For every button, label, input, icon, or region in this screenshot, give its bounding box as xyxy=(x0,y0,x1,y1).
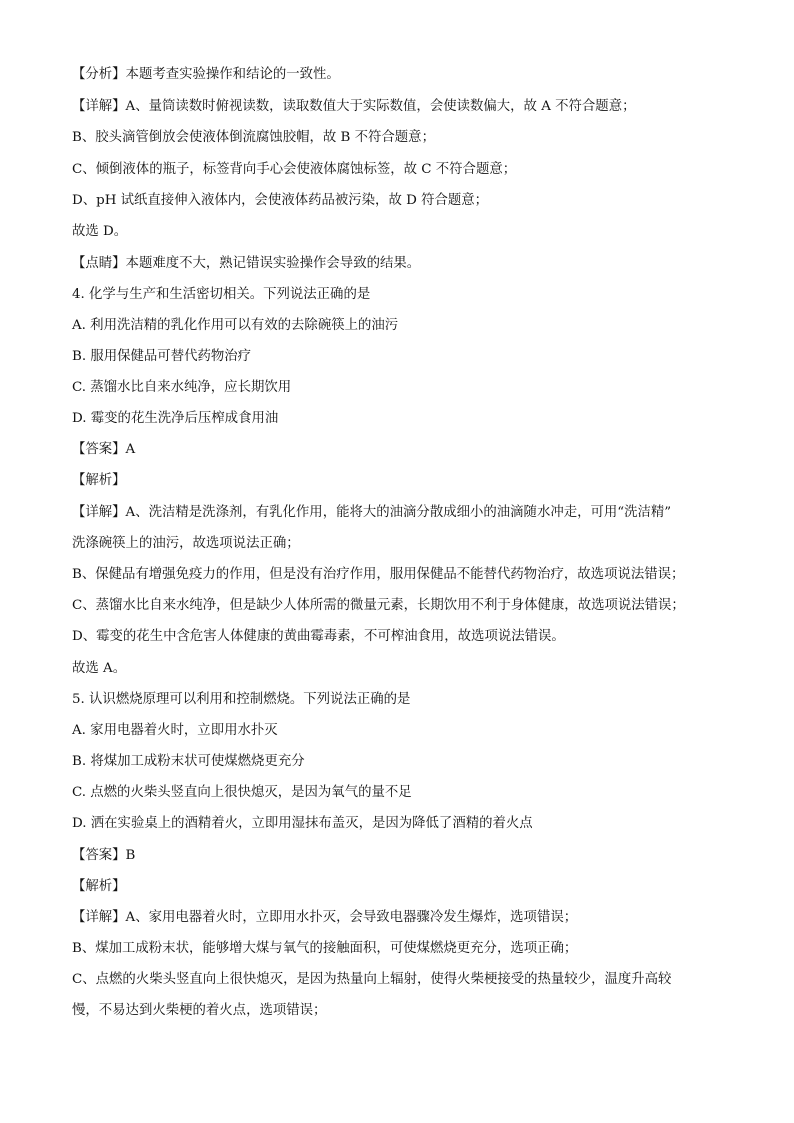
question-5-detail-c-2: 慢，不易达到火柴梗的着火点，选项错误； xyxy=(72,1003,327,1018)
question-4-option-d: D. 霉变的花生洗净后压榨成食用油 xyxy=(72,411,279,426)
detail-line-d: D、pH 试纸直接伸入液体内，会使液体药品被污染，故 D 符合题意； xyxy=(72,193,489,208)
detail-line-b: B、胶头滴管倒放会使液体倒流腐蚀胶帽，故 B 不符合题意； xyxy=(72,130,435,145)
question-4-option-b: B. 服用保健品可替代药物治疗 xyxy=(72,349,252,364)
analysis-line: 【分析】本题考查实验操作和结论的一致性。 xyxy=(72,67,340,82)
conclusion-line: 故选 D。 xyxy=(72,224,128,239)
question-4-conclusion: 故选 A。 xyxy=(72,661,127,676)
question-4-detail-d: D、霉变的花生中含危害人体健康的黄曲霉毒素，不可榨油食用，故选项说法错误。 xyxy=(72,629,565,644)
question-4-option-a: A. 利用洗洁精的乳化作用可以有效的去除碗筷上的油污 xyxy=(72,318,399,333)
detail-line-c: C、倾倒液体的瓶子，标签背向手心会使液体腐蚀标签，故 C 不符合题意； xyxy=(72,162,517,177)
question-5-stem: 5. 认识燃烧原理可以利用和控制燃烧。下列说法正确的是 xyxy=(72,692,411,707)
question-5-option-a: A. 家用电器着火时，立即用水扑灭 xyxy=(72,723,278,738)
question-4-detail-c: C、蒸馏水比自来水纯净，但是缺少人体所需的微量元素，长期饮用不利于身体健康，故选项说法错误； xyxy=(72,598,685,613)
question-4-answer: 【答案】A xyxy=(72,442,136,457)
question-4-option-c: C. 蒸馏水比自来水纯净，应长期饮用 xyxy=(72,380,292,395)
question-4-stem: 4. 化学与生产和生活密切相关。下列说法正确的是 xyxy=(72,287,371,302)
question-5-analysis-heading: 【解析】 xyxy=(72,879,126,894)
question-4-detail-a-1: 【详解】A、洗洁精是洗涤剂，有乳化作用，能将大的油滴分散成细小的油滴随水冲走，可用“洗洁精” xyxy=(72,505,672,520)
tip-line: 【点睛】本题难度不大，熟记错误实验操作会导致的结果。 xyxy=(72,256,421,271)
question-5-option-b: B. 将煤加工成粉末状可使煤燃烧更充分 xyxy=(72,754,305,769)
question-5-option-c: C. 点燃的火柴头竖直向上很快熄灭，是因为氧气的量不足 xyxy=(72,785,412,800)
question-5-answer: 【答案】B xyxy=(72,848,136,863)
detail-line-a: 【详解】A、量筒读数时俯视读数，读取数值大于实际数值，会使读数偏大，故 A 不符合题意； xyxy=(72,99,636,114)
question-4-detail-b: B、保健品有增强免疫力的作用，但是没有治疗作用，服用保健品不能替代药物治疗，故选项说法错误； xyxy=(72,567,685,582)
question-5-option-d: D. 洒在实验桌上的酒精着火，立即用湿抹布盖灭，是因为降低了酒精的着火点 xyxy=(72,816,533,831)
question-4-detail-a-2: 洗涤碗筷上的油污，故选项说法正确； xyxy=(72,536,300,551)
question-4-analysis-heading: 【解析】 xyxy=(72,473,126,488)
question-5-detail-c-1: C、点燃的火柴头竖直向上很快熄灭，是因为热量向上辐射，使得火柴梗接受的热量较少，温度升高较 xyxy=(72,972,672,987)
question-5-detail-b: B、煤加工成粉末状，能够增大煤与氧气的接触面积，可使煤燃烧更充分，选项正确； xyxy=(72,941,578,956)
question-5-detail-a: 【详解】A、家用电器着火时，立即用水扑灭，会导致电器骤冷发生爆炸，选项错误； xyxy=(72,910,578,925)
